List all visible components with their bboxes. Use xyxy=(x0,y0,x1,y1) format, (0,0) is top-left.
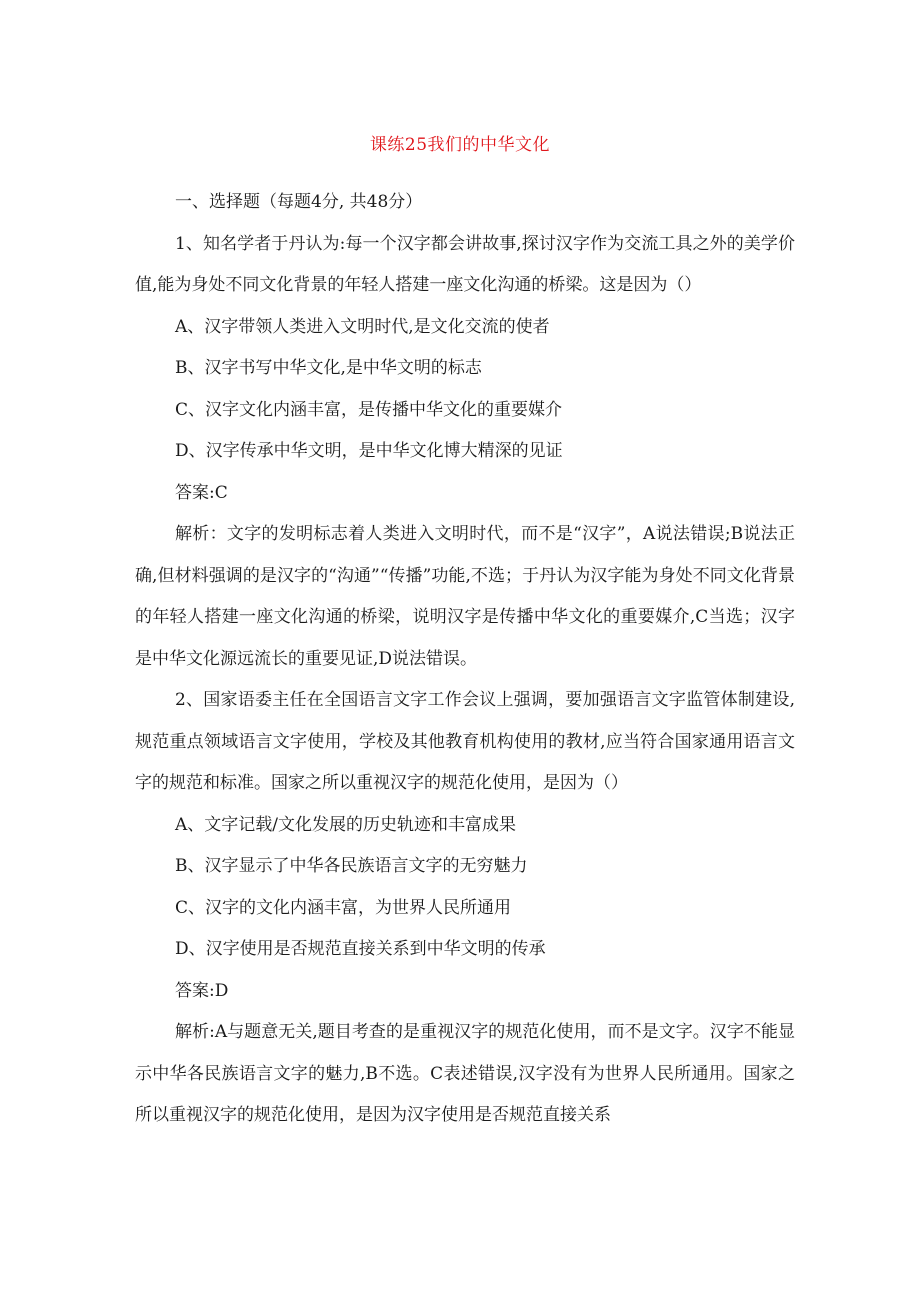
question-2-option-a: A、文字记载/文化发展的历史轨迹和丰富成果 xyxy=(175,814,517,835)
question-2-option-c: C、汉字的文化内涵丰富，为世界人民所通用 xyxy=(175,897,512,918)
document-body xyxy=(135,182,795,1137)
question-2-option-b: B、汉字显示了中华各民族语言文字的无穷魅力 xyxy=(175,856,528,876)
question-2-stem: 2、国家语委主任在全国语言文字工作会议上强调，要加强语言文字监管体制建设,规范重点领域语言文字使用，学校及其他教育机构使用的教材,应当符合国家通用语言文字的规范和标准。国家之所以重视汉字的规范化使用，是因为（） xyxy=(135,690,795,793)
question-2-analysis: 解析:A与题意无关,题目考查的是重视汉字的规范化使用，而不是文字。汉字不能显示中华各民族语言文字的魅力,B不选。C表述错误,汉字没有为世界人民所通用。国家之所以重视汉字的规范化使用，是因为汉字使用是否规范直接关系 xyxy=(135,1022,795,1125)
question-1-option-a: A、汉字带领人类进入文明时代,是文化交流的使者 xyxy=(175,316,550,337)
question-1-analysis: 解析：文字的发明标志着人类进入文明时代，而不是“汉字”，A说法错误;B说法正确,但材料强调的是汉字的“沟通”“传播”功能,不选；于丹认为汉字能为身处不同文化背景的年轻人搭建一座文化沟通的桥梁，说明汉字是传播中华文化的重要媒介,C当选；汉字是中华文化源远流长的重要见证,D说法错误。 xyxy=(135,524,795,669)
question-1-answer: 答案:C xyxy=(175,482,228,503)
section-heading: 一、选择题（每题4分, 共48分） xyxy=(175,192,423,212)
question-1-option-b: B、汉字书写中华文化,是中华文明的标志 xyxy=(175,358,482,378)
page-title: 课练25我们的中华文化 xyxy=(369,135,551,155)
question-2-option-d: D、汉字使用是否规范直接关系到中华文明的传承 xyxy=(175,939,546,959)
question-2-answer: 答案:D xyxy=(175,980,229,1001)
question-1-option-c: C、汉字文化内涵丰富，是传播中华文化的重要媒介 xyxy=(175,399,563,420)
question-1-option-d: D、汉字传承中华文明，是中华文化博大精深的见证 xyxy=(175,441,563,461)
question-1-stem: 1、知名学者于丹认为:每一个汉字都会讲故事,探讨汉字作为交流工具之外的美学价值,能为身处不同文化背景的年轻人搭建一座文化沟通的桥梁。这是因为（） xyxy=(135,233,795,295)
